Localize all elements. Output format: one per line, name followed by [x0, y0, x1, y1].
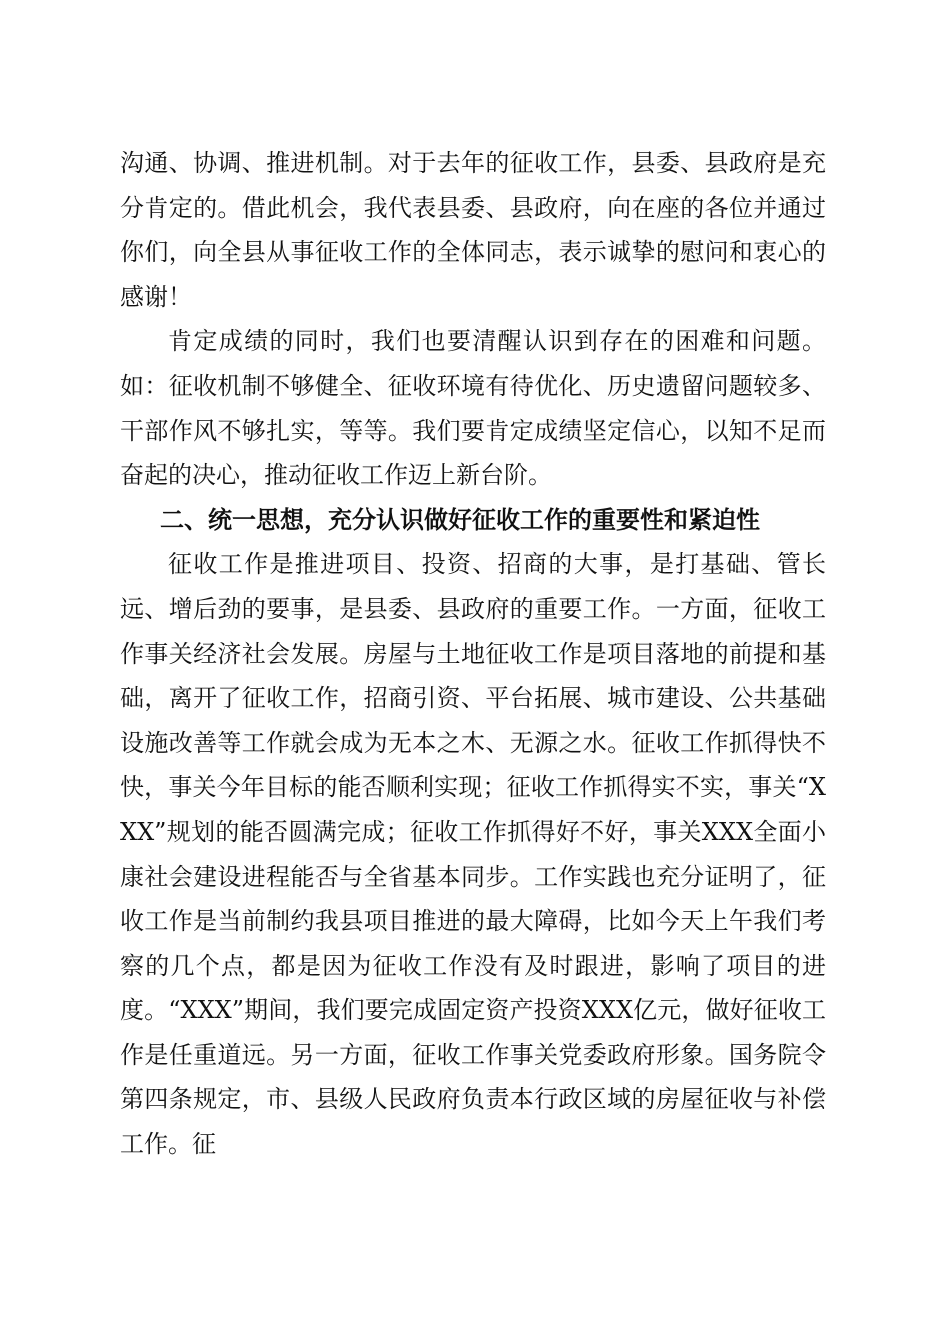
- document-body: [120, 141, 826, 1167]
- paragraph-difficulties: 肯定成绩的同时，我们也要清醒认识到存在的困难和问题。如：征收机制不够健全、征收环境有待优化、历史遗留问题较多、干部作风不够扎实，等等。我们要肯定成绩坚定信心，以知不足而奋起的决心，推动征收工作迈上新台阶。: [120, 327, 826, 490]
- paragraph-continuation: 沟通、协调、推进机制。对于去年的征收工作，县委、县政府是充分肯定的。借此机会，我代表县委、县政府，向在座的各位并通过你们，向全县从事征收工作的全体同志，表示诚挚的慰问和衷心的感谢！: [120, 149, 826, 311]
- paragraph-importance: 征收工作是推进项目、投资、招商的大事，是打基础、管长远、增后劲的要事，是县委、县政府的重要工作。一方面，征收工作事关经济社会发展。房屋与土地征收工作是项目落地的前提和基础，离开了征收工作，招商引资、平台拓展、城市建设、公共基础设施改善等工作就会成为无本之木、无源之水。征收工作抓得快不快，事关今年目标的能否顺利实现；征收工作抓得实不实，事关“XXX”规划的能否圆满完成；征收工作抓得好不好，事关XXX全面小康社会建设进程能否与全省基本同步。工作实践也充分证明了，征收工作是当前制约我县项目推进的最大障碍，比如今天上午我们考察的几个点，都是因为征收工作没有及时跟进，影响了项目的进度。“XXX”期间，我们要完成固定资产投资XXX亿元，做好征收工作是任重道远。另一方面，征收工作事关党委政府形象。国务院令第四条规定，市、县级人民政府负责本行政区域的房屋征收与补偿工作。征: [120, 550, 826, 1159]
- section-heading: 二、统一思想，充分认识做好征收工作的重要性和紧迫性: [160, 505, 760, 534]
